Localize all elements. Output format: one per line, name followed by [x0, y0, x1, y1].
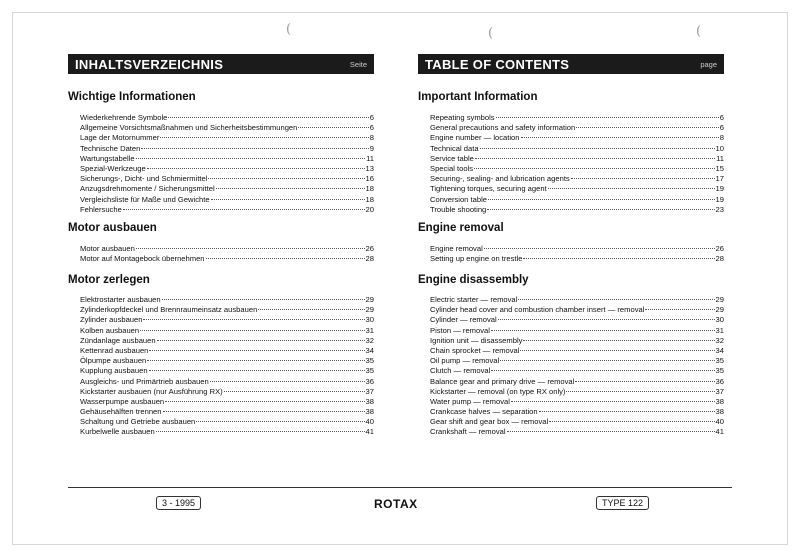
section-title: Wichtige Informationen [68, 91, 196, 103]
scan-mark: ( [488, 26, 494, 41]
date-badge: 3 - 1995 [156, 496, 201, 510]
toc-row: Chain sprocket — removal 34 [430, 345, 724, 355]
toc-row: Repeating symbols 6 [430, 113, 724, 122]
toc-row: Cylinder — removal 30 [430, 315, 724, 325]
toc-row: Spezial-Werkzeuge 13 [80, 163, 374, 173]
toc-list [430, 244, 724, 264]
toc-row: Engine number — location 8 [430, 133, 724, 143]
toc-row: Lage der Motornummer 8 [80, 133, 374, 143]
toc-row: Service table 11 [430, 153, 724, 163]
toc-row: Vergleichsliste für Maße und Gewichte 18 [80, 194, 374, 204]
scan-mark: ( [696, 24, 702, 39]
toc-row: Allgemeine Vorsichtsmaßnahmen und Sicherheitsbestimmungen 6 [80, 123, 374, 133]
toc-row: Setting up engine on trestle 28 [430, 254, 724, 264]
toc-row: Ignition unit — disassembly 32 [430, 335, 724, 345]
toc-row: Anzugsdrehmomente / Sicherungsmittel 18 [80, 184, 374, 194]
toc-list [80, 244, 374, 264]
toc-row: Crankshaft — removal 41 [430, 427, 724, 437]
toc-row: Balance gear and primary drive — removal 36 [430, 376, 724, 386]
toc-list [80, 113, 374, 215]
toc-row: Gehäusehälften trennen 38 [80, 407, 374, 417]
page-footer [68, 487, 732, 511]
section-title: Motor zerlegen [68, 274, 150, 286]
toc-row: Kurbelwelle ausbauen 41 [80, 427, 374, 437]
toc-row: Zylinder ausbauen 30 [80, 315, 374, 325]
brand-logo: ROTAX [374, 497, 418, 511]
toc-row: Securing-, sealing- and lubrication agents 17 [430, 174, 724, 184]
toc-row: Engine removal 26 [430, 244, 724, 253]
toc-list [430, 295, 724, 438]
toc-row: Zündanlage ausbauen 32 [80, 335, 374, 345]
toc-row: Sicherungs-, Dicht- und Schmiermittel 16 [80, 174, 374, 184]
toc-row: Kickstarter — removal (on type RX only) 37 [430, 386, 724, 396]
toc-row: Zylinderkopfdeckel und Brennraumeinsatz ausbauen 29 [80, 305, 374, 315]
toc-row: Oil pump — removal 35 [430, 356, 724, 366]
toc-row: Crankcase halves — separation 38 [430, 407, 724, 417]
toc-row: Wartungstabelle 11 [80, 153, 374, 163]
toc-row: Kettenrad ausbauen 34 [80, 345, 374, 355]
toc-row: Motor auf Montagebock übernehmen 28 [80, 254, 374, 264]
toc-row: Electric starter — removal 29 [430, 295, 724, 304]
toc-list [80, 295, 374, 438]
toc-row: Technische Daten 9 [80, 143, 374, 153]
toc-row: Ölpumpe ausbauen 35 [80, 356, 374, 366]
type-badge: TYPE 122 [596, 496, 649, 510]
toc-row: Piston — removal 31 [430, 325, 724, 335]
toc-row: Technical data 10 [430, 143, 724, 153]
toc-header-title: TABLE OF CONTENTS [425, 56, 570, 72]
toc-row: Wiederkehrende Symbole 6 [80, 113, 374, 122]
toc-header-page-label: page [700, 59, 717, 69]
toc-header-page-label: Seite [349, 59, 367, 69]
toc-row: Elektrostarter ausbauen 29 [80, 295, 374, 304]
english-toc-column [418, 54, 724, 437]
section-title: Important Information [418, 91, 538, 103]
scan-mark: ( [286, 22, 292, 37]
german-toc-column [68, 54, 374, 437]
toc-header-title: INHALTSVERZEICHNIS [75, 56, 224, 72]
toc-row: Clutch — removal 35 [430, 366, 724, 376]
toc-row: General precautions and safety information 6 [430, 123, 724, 133]
toc-row: Motor ausbauen 26 [80, 244, 374, 253]
toc-list [430, 113, 724, 215]
toc-header [68, 54, 374, 74]
toc-row: Wasserpumpe ausbauen 38 [80, 396, 374, 406]
toc-row: Kupplung ausbauen 35 [80, 366, 374, 376]
section-title: Engine disassembly [418, 274, 529, 286]
toc-row: Water pump — removal 38 [430, 396, 724, 406]
toc-row: Schaltung und Getriebe ausbauen 40 [80, 417, 374, 427]
toc-row: Special tools 15 [430, 163, 724, 173]
toc-row: Trouble shooting 23 [430, 204, 724, 214]
section-title: Motor ausbauen [68, 222, 157, 234]
toc-row: Conversion table 19 [430, 194, 724, 204]
toc-row: Kickstarter ausbauen (nur Ausführung RX) 37 [80, 386, 374, 396]
toc-row: Ausgleichs- und Primärtrieb ausbauen 36 [80, 376, 374, 386]
toc-row: Gear shift and gear box — removal 40 [430, 417, 724, 427]
section-title: Engine removal [418, 222, 504, 234]
toc-row: Fehlersuche 20 [80, 204, 374, 214]
toc-row: Cylinder head cover and combustion chamber insert — removal 29 [430, 305, 724, 315]
toc-header [418, 54, 724, 74]
toc-row: Kolben ausbauen 31 [80, 325, 374, 335]
toc-row: Tightening torques, securing agent 19 [430, 184, 724, 194]
